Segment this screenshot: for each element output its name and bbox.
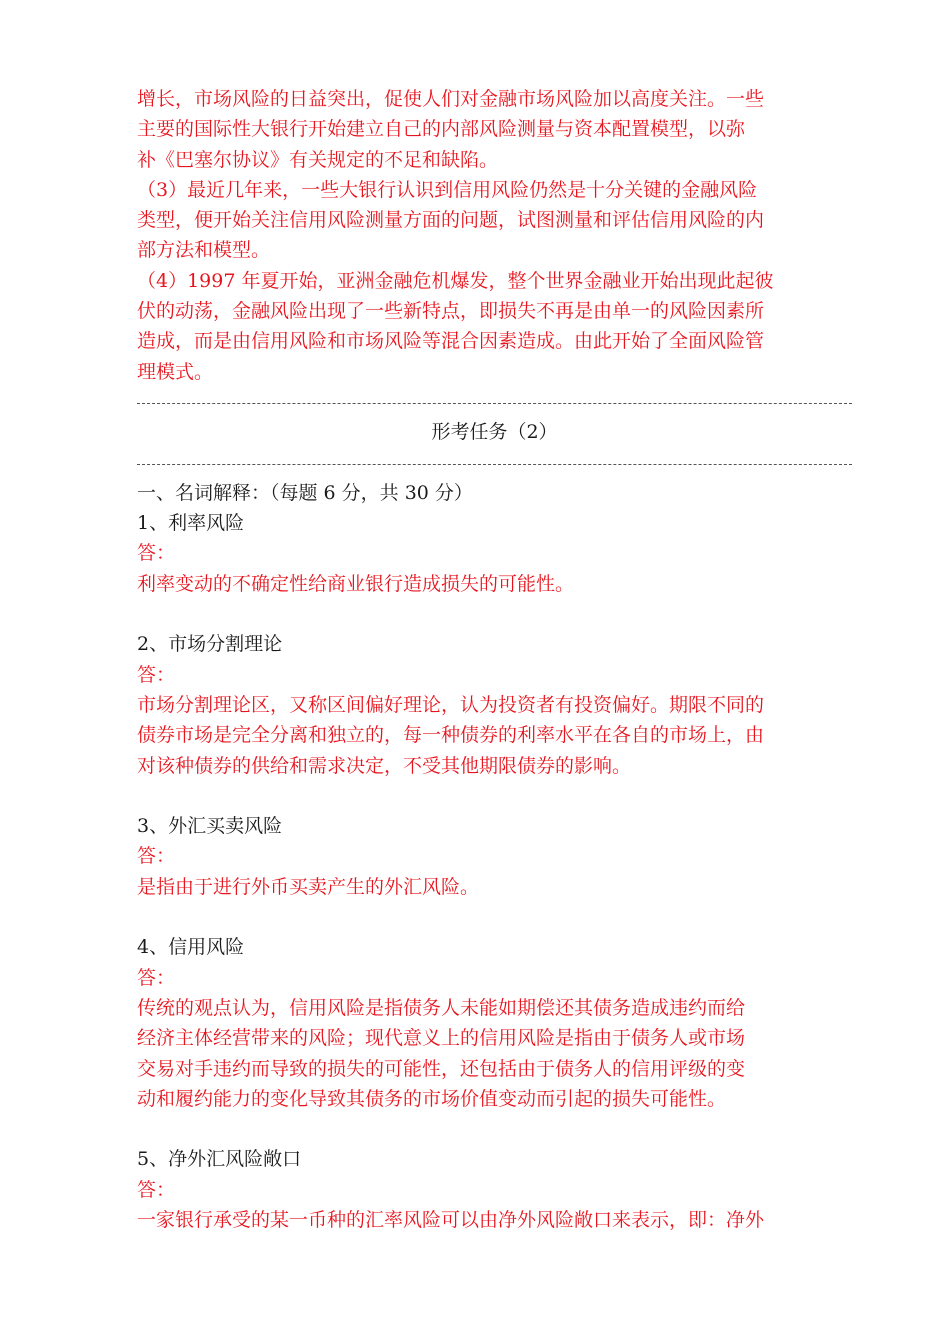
text-line: 部方法和模型。 (137, 239, 271, 262)
answer-line: 利率变动的不确定性给商业银行造成损失的可能性。 (137, 572, 575, 595)
term-title: 5、净外汇风险敞口 (137, 1148, 302, 1171)
text-line: 理模式。 (137, 360, 214, 383)
term-entry-1 (137, 508, 862, 599)
text-line: 造成，而是由信用风险和市场风险等混合因素造成。由此开始了全面风险管 (137, 330, 765, 353)
term-entry-2 (137, 629, 862, 780)
text-line: 增长，市场风险的日益突出，促使人们对金融市场风险加以高度关注。一些 (137, 88, 765, 110)
answer-label: 答： (137, 542, 176, 565)
blank-line (137, 902, 862, 932)
term-title: 4、信用风险 (137, 936, 245, 959)
text-line: 主要的国际性大银行开始建立自己的内部风险测量与资本配置模型，以弥 (137, 118, 746, 141)
document-page (137, 84, 862, 1235)
dashed-divider-top (137, 387, 852, 417)
answer-label: 答： (137, 1178, 176, 1201)
answer-line: 经济主体经营带来的风险；现代意义上的信用风险是指由于债务人或市场 (137, 1027, 746, 1050)
blank-line (137, 1114, 862, 1144)
term-title: 3、外汇买卖风险 (137, 815, 283, 838)
answer-line: 交易对手违约而导致的损失的可能性，还包括由于债务人的信用评级的变 (137, 1057, 746, 1080)
text-line: 伏的动荡，金融风险出现了一些新特点，即损失不再是由单一的风险因素所 (137, 300, 765, 323)
answer-line: 是指由于进行外币买卖产生的外汇风险。 (137, 875, 480, 898)
answer-label: 答： (137, 845, 176, 868)
text-line: （3）最近几年来，一些大银行认识到信用风险仍然是十分关键的金融风险 (137, 178, 758, 201)
intro-paragraph-1 (137, 84, 862, 175)
answer-line: 债券市场是完全分离和独立的，每一种债券的利率水平在各自的市场上，由 (137, 724, 765, 747)
intro-paragraph-2 (137, 175, 862, 266)
blank-line (137, 599, 862, 629)
intro-paragraph-3 (137, 266, 862, 387)
term-title: 1、利率风险 (137, 512, 245, 535)
answer-line: 动和履约能力的变化导致其债务的市场价值变动而引起的损失可能性。 (137, 1087, 727, 1110)
answer-label: 答： (137, 966, 176, 989)
text-line: （4）1997 年夏开始，亚洲金融危机爆发，整个世界金融业开始出现此起彼 (137, 269, 774, 292)
term-entry-3 (137, 811, 862, 902)
text-line: 补《巴塞尔协议》有关规定的不足和缺陷。 (137, 148, 499, 171)
blank-line (137, 781, 862, 811)
answer-label: 答： (137, 663, 176, 686)
answer-line: 一家银行承受的某一币种的汇率风险可以由净外风险敞口来表示，即：净外 (137, 1208, 765, 1231)
term-entry-5 (137, 1144, 862, 1235)
answer-line: 对该种债券的供给和需求决定，不受其他期限债券的影响。 (137, 754, 632, 777)
term-title: 2、市场分割理论 (137, 633, 283, 656)
answer-line: 市场分割理论区，又称区间偏好理论，认为投资者有投资偏好。期限不同的 (137, 693, 765, 716)
dashed-divider-bottom (137, 448, 852, 478)
text-line: 类型，便开始关注信用风险测量方面的问题，试图测量和评估信用风险的内 (137, 209, 765, 232)
answer-line: 传统的观点认为，信用风险是指债务人未能如期偿还其债务造成违约而给 (137, 996, 746, 1019)
part-heading: 一、名词解释：（每题 6 分，共 30 分） (137, 481, 473, 504)
section-title: 形考任务（2） (431, 421, 558, 444)
term-entry-4 (137, 932, 862, 1114)
